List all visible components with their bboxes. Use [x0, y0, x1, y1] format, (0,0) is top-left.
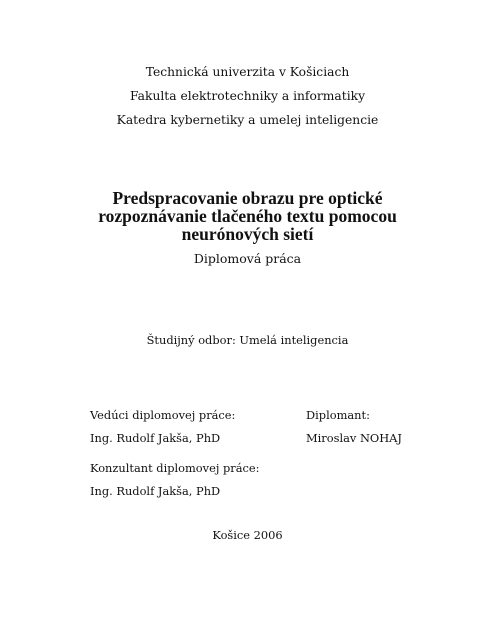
supervisor-label: Vedúci diplomovej práce:	[90, 408, 236, 422]
faculty-name: Fakulta elektrotechniky a informatiky	[129, 89, 366, 103]
supervisor-name: Ing. Rudolf Jakša, PhD	[90, 431, 221, 445]
student-label: Diplomant:	[306, 408, 370, 422]
thesis-title-line-2: rozpoznávanie tlačeného textu pomocou	[98, 206, 397, 226]
department-name: Katedra kybernetiky a umelej inteligencie	[116, 113, 379, 127]
thesis-title-line-1: Predspracovanie obrazu pre optické	[112, 188, 383, 208]
thesis-type: Diplomová práca	[193, 251, 302, 266]
university-name: Technická univerzita v Košiciach	[145, 65, 350, 79]
place-and-year: Košice 2006	[212, 528, 283, 542]
consultant-label: Konzultant diplomovej práce:	[90, 461, 260, 475]
thesis-title-line-3: neurónových sietí	[181, 224, 314, 244]
field-of-study: Študijný odbor: Umelá inteligencia	[146, 333, 349, 347]
consultant-name: Ing. Rudolf Jakša, PhD	[90, 484, 221, 498]
student-name: Miroslav NOHAJ	[306, 431, 402, 445]
